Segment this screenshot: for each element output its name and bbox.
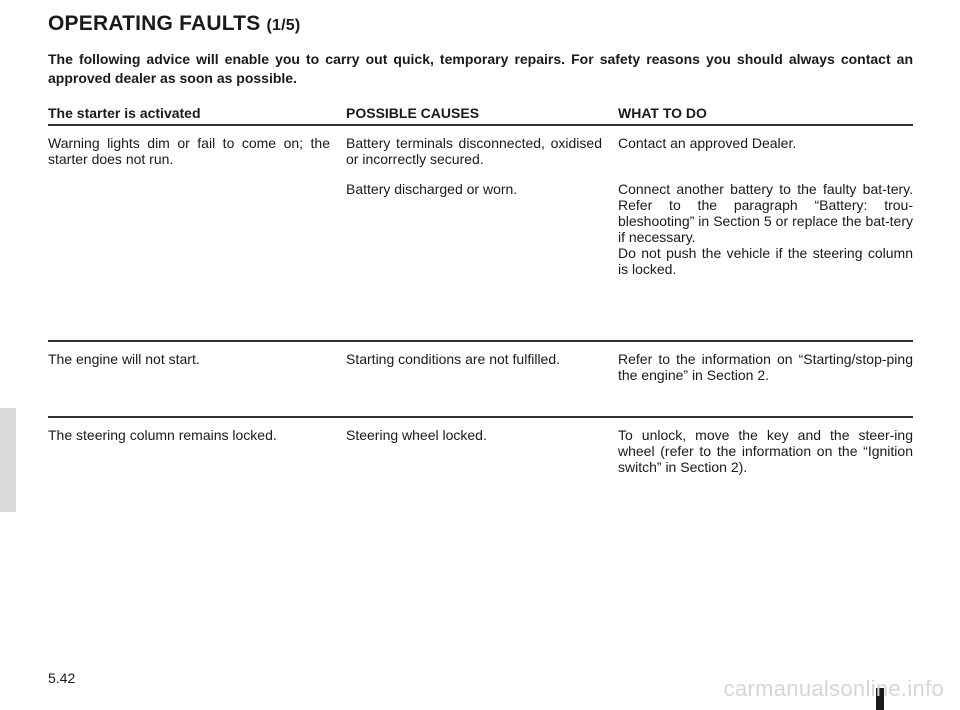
header-causes: POSSIBLE CAUSES <box>346 105 480 121</box>
symptom-cell: Warning lights dim or fail to come on; the starter does not run. <box>48 135 330 167</box>
action-cell: To unlock, move the key and the steer-ing wheel (refer to the information on the “Ignition switch” in Section 2). <box>618 427 913 475</box>
action-cell: Contact an approved Dealer. <box>618 135 797 151</box>
fault-group-engine <box>48 342 913 418</box>
fault-entry <box>346 427 913 475</box>
fault-group-steering <box>48 418 913 498</box>
header-actions: WHAT TO DO <box>618 105 707 121</box>
fault-entry <box>346 135 913 167</box>
page-number: 5.42 <box>48 670 76 686</box>
cause-cell: Steering wheel locked. <box>346 427 487 443</box>
page-title <box>48 12 300 36</box>
entries-stack <box>346 342 913 416</box>
action-cell: Connect another battery to the faulty bat-tery. Refer to the paragraph “Battery: trou-bleshooting” in Section 5 or replace the bat-tery if necessary. Do not push the vehicle if the steering column is locked. <box>618 181 913 277</box>
cause-cell: Battery terminals disconnected, oxidised or incorrectly secured. <box>346 135 602 167</box>
header-symptom: The starter is activated <box>48 105 201 121</box>
cause-cell: Starting conditions are not fulfilled. <box>346 351 561 367</box>
page-title-text: OPERATING FAULTS <box>48 12 261 35</box>
section-side-tab <box>0 408 16 512</box>
fault-group-lights <box>48 126 913 342</box>
entries-stack <box>346 418 913 498</box>
table-header <box>48 104 913 126</box>
page-title-part: (1/5) <box>266 17 301 34</box>
intro-text: The following advice will enable you to carry out quick, temporary repairs. For safety reasons you should always contact an approved dealer as soon as possible. <box>48 51 913 86</box>
fault-entry <box>346 181 913 277</box>
symptom-cell: The steering column remains locked. <box>48 427 277 443</box>
faults-table <box>48 104 913 498</box>
action-cell: Refer to the information on “Starting/stop-ping the engine” in Section 2. <box>618 351 913 383</box>
symptom-cell: The engine will not start. <box>48 351 200 367</box>
entries-stack <box>346 126 913 340</box>
fault-entry <box>346 351 913 383</box>
site-watermark: carmanualsonline.info <box>723 676 944 701</box>
cause-cell: Battery discharged or worn. <box>346 181 518 197</box>
